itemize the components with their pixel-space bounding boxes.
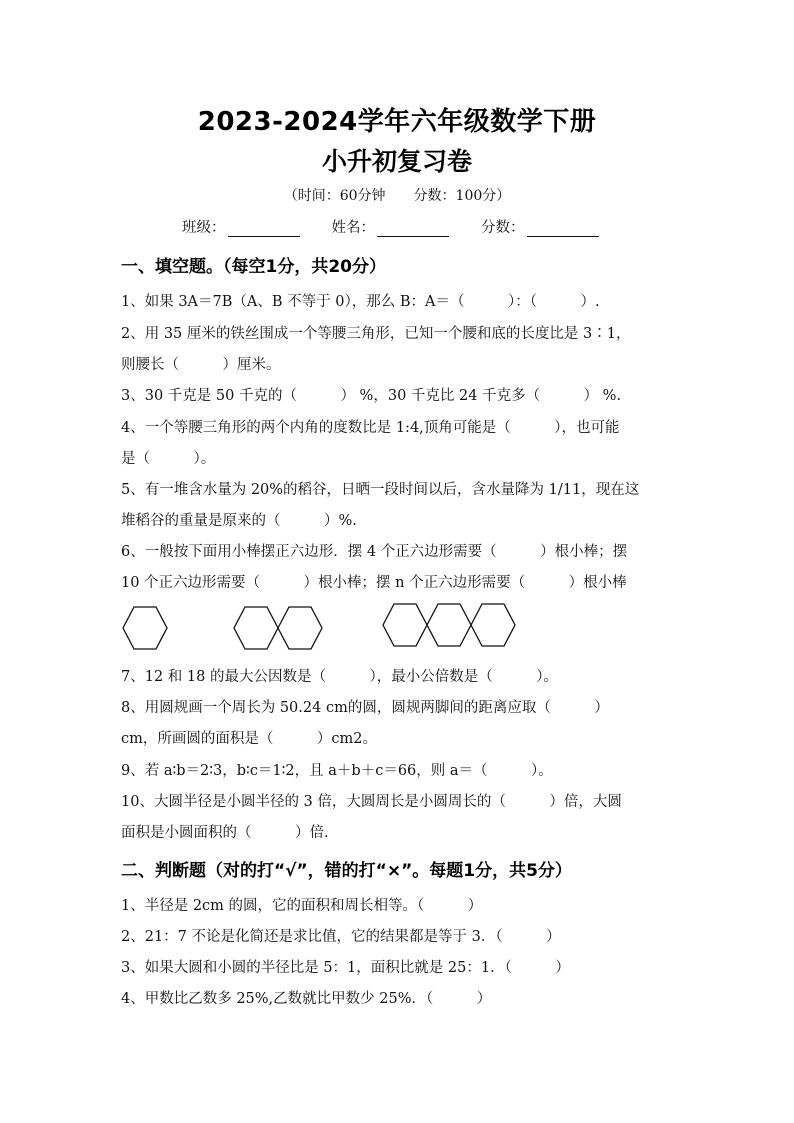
section-heading-true-false: 二、判断题（对的打“√”，错的打“×”。每题1分，共5分）: [121, 861, 572, 881]
exam-title: 2023-2024学年六年级数学下册: [197, 107, 597, 137]
question-line: 1、如果 3A＝7B（A、B 不等于 0），那么 B：A＝（ ）：（ ）.: [121, 294, 600, 310]
question-line: cm，所画圆的面积是（ ）cm2。: [121, 731, 377, 747]
question-line: 1、半径是 2cm 的圆，它的面积和周长相等。（ ）: [121, 898, 483, 914]
question-line: 3、30 千克是 50 千克的（ ） %，30 千克比 24 千克多（ ） %.: [121, 388, 622, 404]
question-line: 4、甲数比乙数多 25%,乙数就比甲数少 25%．（ ）: [121, 991, 492, 1007]
question-line: 9、若 a∶b＝2∶3，b∶c＝1∶2，且 a＋b＋c＝66，则 a＝（ ）。: [121, 763, 553, 779]
score-label: 分数：: [481, 220, 525, 236]
question-line: 是（ ）。: [121, 451, 216, 467]
question-line: 6、一般按下面用小棒摆正六边形．摆 4 个正六边形需要（ ）根小棒；摆: [121, 544, 628, 560]
question-line: 则腰长（ ）厘米。: [121, 357, 281, 373]
exam-subtitle: 小升初复习卷: [321, 147, 472, 176]
question-line: 3、如果大圆和小圆的半径比是 5：1，面积比就是 25：1．（ ）: [121, 960, 570, 976]
question-line: 10 个正六边形需要（ ）根小棒；摆 n 个正六边形需要（ ）根小棒: [121, 575, 627, 591]
hexagon-shape: [123, 607, 167, 649]
question-line: 5、有一堆含水量为 20%的稻谷，日晒一段时间以后，含水量降为 1/11，现在这: [121, 482, 640, 498]
question-line: 2、用 35 厘米的铁丝围成一个等腰三角形，已知一个腰和底的长度比是 3∶1，: [121, 326, 631, 342]
question-line: 10、大圆半径是小圆半径的 3 倍，大圆周长是小圆周长的（ ）倍，大圆: [121, 794, 622, 810]
question-line: 7、12 和 18 的最大公因数是（ ），最小公倍数是（ ）。: [121, 669, 558, 685]
name-label: 姓名：: [331, 220, 375, 236]
question-line: 面积是小圆面积的（ ）倍.: [121, 825, 329, 841]
exam-time-score: （时间：60分钟 分数：100分）: [283, 188, 511, 204]
question-line: 4、一个等腰三角形的两个内角的度数比是 1:4,顶角可能是（ ），也可能: [121, 420, 620, 436]
question-line: 8、用圆规画一个周长为 50.24 cm的圆，圆规两脚间的距离应取（ ）: [121, 700, 609, 716]
hexagon-shape: [471, 604, 515, 646]
hexagon-shape: [278, 607, 322, 649]
section-heading-fill-blank: 一、填空题。（每空1分，共20分）: [121, 257, 386, 277]
hexagon-shape: [234, 607, 278, 649]
question-line: 堆稻谷的重量是原来的（ ）%.: [121, 513, 357, 529]
class-label: 班级：: [182, 220, 226, 236]
question-line: 2、21：7 不论是化简还是求比值，它的结果都是等于 3．（ ）: [121, 929, 561, 945]
hexagon-shape: [427, 604, 471, 646]
hexagon-shape: [383, 604, 427, 646]
